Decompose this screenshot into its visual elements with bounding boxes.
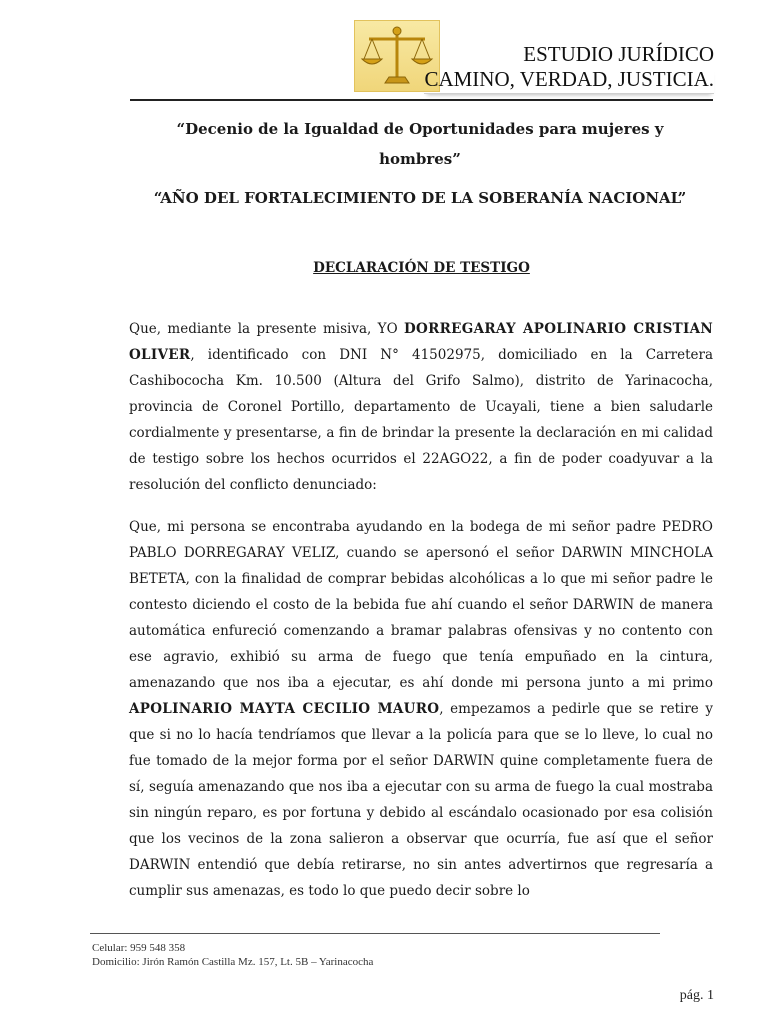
year-heading: “AÑO DEL FORTALECIMIENTO DE LA SOBERANÍA NACIONAL” [153,189,687,207]
footer-address: Domicilio: Jirón Ramón Castilla Mz. 157, Lt. 5B – Yarinacocha [92,956,374,968]
paragraph-2-text-b: , empezamos a pedirle que se retire y que si no lo hacía tendríamos que llevar a la policía para que se lo lleve, lo cual no fue tomado de la mejor forma por el señor DARWIN quine completamente fuera de sí, seguía amenazando que nos iba a ejecutar con su arma de fuego la cual mostraba sin ningún reparo, es por fortuna y debido al escándalo ocasionado por esa colisión que los vecinos de la zona salieron a observar que ocurría, fue así que el señor DARWIN entendió que debía retirarse, no sin antes advertirnos que regresaría a cumplir sus amenazas, es todo lo que puedo decir sobre lo [129,701,713,899]
cousin-name: APOLINARIO MAYTA CECILIO MAURO [129,701,440,717]
document-title [130,257,713,279]
firm-name-line1: ESTUDIO JURÍDICO [523,42,714,66]
paragraph-2 [129,514,713,904]
document-title-text: DECLARACIÓN DE TESTIGO [313,260,530,276]
header-divider [130,99,713,101]
firm-motto: CAMINO, VERDAD, JUSTICIA. [424,67,714,94]
page-number: pág. 1 [679,988,714,1003]
witness-name: DORREGARAY APOLINARIO CRISTIAN OLIVER [129,321,713,363]
paragraph-2-text-a: Que, mi persona se encontraba ayudando en la bodega de mi señor padre PEDRO PABLO DORREGARAY VELIZ, cuando se apersonó el señor DARWIN MINCHOLA BETETA, con la finalidad de comprar bebidas alcohólicas a lo que mi señor padre le contesto diciendo el costo de la bebida fue ahí cuando el señor DARWIN de manera automática enfureció comenzando a bramar palabras ofensivas y no contento con ese agravio, exhibió su arma de fuego que tenía empuñado en la cintura, amenazando que nos iba a ejecutar, es ahí donde mi persona junto a mi primo [129,519,713,691]
paragraph-1-text-b: , identificado con DNI N° 41502975, domiciliado en la Carretera Cashibococha Km. 10.500 (Altura del Grifo Salmo), distrito de Yarinacocha, provincia de Coronel Portillo, departamento de Ucayali, tiene a bien saludarle cordialmente y presentarse, a fin de brindar la presente la declaración en mi calidad de testigo sobre los hechos ocurridos el 22AGO22, a fin de poder coadyuvar a la resolución del conflicto denunciado: [129,347,713,493]
paragraph-1 [129,316,713,498]
footer-divider [90,933,660,934]
footer-phone: Celular: 959 548 358 [92,942,186,954]
decade-heading [140,114,700,174]
decade-heading-line2: hombres” [379,150,461,168]
decade-heading-line1: “Decenio de la Igualdad de Oportunidades para mujeres y [176,120,664,138]
paragraph-1-text-a: Que, mediante la presente misiva, YO [129,321,405,337]
firm-name [424,42,714,94]
